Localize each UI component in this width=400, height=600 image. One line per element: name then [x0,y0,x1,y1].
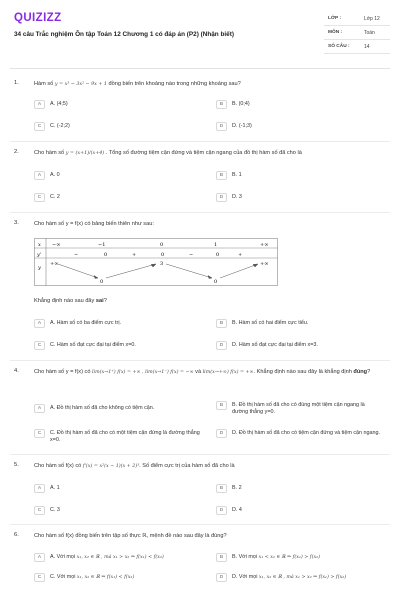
option-b[interactable] [216,553,320,562]
option-text-part: B. Với mọi [232,554,258,560]
option-letter: A [34,171,45,180]
math-expression: y = x³ − 3x² − 9x + 1 [54,82,107,87]
meta-key: SỐ CÂU : [328,44,350,49]
meta-value: Lớp 12 [364,15,380,22]
row-label-y: y [38,265,41,271]
yprime-sign: − [74,252,79,258]
yprime-sign: + [132,252,137,258]
option-c[interactable] [34,122,70,131]
meta-value: Toán [364,29,375,36]
worksheet-title: 34 câu Trắc nghiệm Ôn tập Toán 12 Chương 1 có đáp án (P2) (Nhận biết) [14,31,234,38]
option-b[interactable] [216,484,242,493]
option-letter: A [34,319,45,328]
math-expression: x₁, x₂ ∈ ℝ , mà x₁ > x₂ ⇒ f(x₁) > f(x₂) [258,575,347,580]
option-text: B. Đồ thị hàm số đã cho có đúng một tiệm cận ngang là đường thẳng y=0. [232,402,365,415]
option-text: A. (4;5) [50,101,68,107]
option-letter: D [216,506,227,515]
option-c[interactable] [34,341,136,350]
option-letter: D [216,429,227,438]
option-c[interactable] [34,429,204,444]
question-text-part: ? [103,298,107,304]
question-text: Cho hàm số f(x) đồng biến trên tập số thực ℝ, mệnh đề nào sau đây là đúng? [34,533,227,539]
y-value: 0 [100,279,104,285]
option-letter: B [216,401,227,410]
quizizz-logo: QUIZIZZ [14,12,62,24]
math-expression: x₁, x₂ ∈ ℝ ⇒ f(x₁) < f(x₂) [76,575,135,580]
option-a[interactable] [34,171,60,180]
option-a[interactable] [34,100,68,109]
header-divider [10,68,390,69]
question-text-emphasis: đúng [353,369,368,375]
option-text: A. Hàm số có ba điểm cực trị. [50,320,122,326]
option-text [50,553,164,561]
option-text: C. 3 [50,507,60,513]
variation-table [34,238,278,286]
option-letter: B [216,553,227,562]
x-value: +∞ [260,242,269,248]
option-a[interactable] [34,404,194,413]
meta-row-subject [324,26,390,40]
option-text: D. (-1;3) [232,123,252,129]
question-text [34,462,384,471]
question-text-part: Cho hàm số y = f(x) có [34,369,91,375]
option-letter: A [34,404,45,413]
option-b[interactable] [216,171,242,180]
question-divider [10,141,390,142]
option-text: C. (-2;2) [50,123,70,129]
yprime-zero: 0 [104,252,108,258]
option-letter: A [34,100,45,109]
option-text: C. 2 [50,194,60,200]
option-text [50,573,134,581]
meta-box [324,12,390,54]
option-text: D. Đồ thị hàm số đã cho có tiệm cận đứng và tiệm cận ngang. [232,430,381,436]
question-text-part: . Số điểm cực trị của hàm số đã cho là [139,463,235,469]
question-text-part: Cho hàm số f(x) có [34,463,82,469]
y-value: +∞ [260,261,269,267]
row-label-yprime: y' [37,252,42,258]
option-text: B. Hàm số có hai điểm cực tiểu. [232,320,309,326]
question-text-part: . Khẳng định nào sau đây là khẳng định [253,369,352,375]
option-text [232,553,320,561]
question-text-part: Khẳng định nào sau đây [34,298,95,304]
option-text: B. (0;4) [232,101,250,107]
question-text [34,368,384,377]
option-d[interactable] [216,429,382,438]
question-divider [10,212,390,213]
option-letter: B [216,171,227,180]
option-c[interactable] [34,573,134,582]
question-number: 4. [14,368,19,374]
question-text-part: . Tổng số đường tiệm cận đứng và tiệm cận ngang của đồ thị hàm số đã cho là [105,150,302,156]
row-label-x: x [38,242,41,248]
x-value: 1 [214,242,218,248]
option-d[interactable] [216,122,252,131]
option-text-part: D. Với mọi [232,574,258,580]
question-text-emphasis: sai [95,298,104,304]
question-text-part: Cho hàm số [34,150,65,156]
x-value: −∞ [52,242,61,248]
question-divider [10,454,390,455]
option-text: D. 3 [232,194,242,200]
option-text: A. Đồ thị hàm số đã cho không có tiệm cận. [50,405,155,411]
option-text: C. Đồ thị hàm số đã cho có một tiệm cận đứng là đường thẳng x=0. [50,430,200,443]
option-letter: D [216,341,227,350]
option-letter: A [34,553,45,562]
question-number: 3. [14,220,19,226]
option-letter: D [216,193,227,202]
option-text: C. Hàm số đạt cực đại tại điểm x=0. [50,342,136,348]
y-value: 3 [160,261,164,267]
worksheet-header [0,0,400,70]
option-b[interactable] [216,319,308,328]
option-text: B. 2 [232,485,242,491]
y-value: 0 [214,279,218,285]
option-letter: B [216,484,227,493]
option-letter: C [34,193,45,202]
math-expression: lim(x→1⁺) f(x) = +∞ , lim(x→1⁻) f(x) = −∞ [92,370,194,375]
math-expression: x₁, x₂ ∈ ℝ , mà x₁ > x₂ ⇒ f(x₁) < f(x₂) [76,555,164,560]
question-text: Cho hàm số y = f(x) có bảng biến thiên như sau: [34,221,154,227]
option-text: D. 4 [232,507,242,513]
option-a[interactable] [34,319,121,328]
option-text-part: C. Với mọi [50,574,76,580]
question-number: 6. [14,532,19,538]
option-letter: A [34,484,45,493]
question-text-part: Hàm số [34,81,54,87]
option-a[interactable] [34,484,60,493]
yprime-zero: 0 [161,252,165,258]
option-text: A. 0 [50,172,60,178]
x-value: −1 [98,242,106,248]
option-letter: D [216,122,227,131]
question-text-part: và [195,369,202,375]
question-number: 5. [14,462,19,468]
math-expression: lim(x→+∞) f(x) = +∞ [202,370,254,375]
option-text: A. 1 [50,485,60,491]
math-expression: f'(x) = x²(x − 1)(x + 2)³ [82,464,140,469]
question-text [34,149,384,158]
question-number: 2. [14,149,19,155]
option-a[interactable] [34,553,164,562]
math-expression: y = (x+1)/(x+4) [65,151,105,156]
option-d[interactable] [216,341,318,350]
option-b[interactable] [216,100,250,109]
option-text: B. 1 [232,172,242,178]
option-d[interactable] [216,193,242,202]
option-letter: C [34,429,45,438]
math-expression: x₁ < x₂ ∈ ℝ ⇒ f(x₁) > f(x₂) [258,555,320,560]
yprime-zero: 0 [216,252,220,258]
option-text: D. Hàm số đạt cực đại tại điểm x=3. [232,342,318,348]
option-c[interactable] [34,193,60,202]
option-letter: C [34,573,45,582]
meta-value: 14 [364,43,370,50]
option-d[interactable] [216,506,242,515]
meta-key: LỚP : [328,16,342,21]
yprime-sign: + [238,252,243,258]
question-text [34,80,384,89]
question-number: 1. [14,80,19,86]
yprime-sign: − [189,252,194,258]
question-subtext [34,297,384,305]
option-text [232,573,346,581]
x-value: 0 [160,242,164,248]
option-letter: D [216,573,227,582]
option-letter: B [216,319,227,328]
option-letter: C [34,341,45,350]
option-letter: C [34,122,45,131]
option-b[interactable] [216,401,382,416]
option-c[interactable] [34,506,60,515]
option-letter: B [216,100,227,109]
meta-row-class [324,12,390,26]
meta-key: MÔN : [328,30,343,35]
option-d[interactable] [216,573,346,582]
question-divider [10,524,390,525]
option-letter: C [34,506,45,515]
question-text-part: đồng biến trên khoảng nào trong những khoảng sau? [108,81,241,87]
question-divider [10,360,390,361]
y-value: +∞ [50,261,59,267]
option-text-part: A. Với mọi [50,554,76,560]
meta-row-count [324,40,390,54]
question-text-part: ? [367,369,371,375]
